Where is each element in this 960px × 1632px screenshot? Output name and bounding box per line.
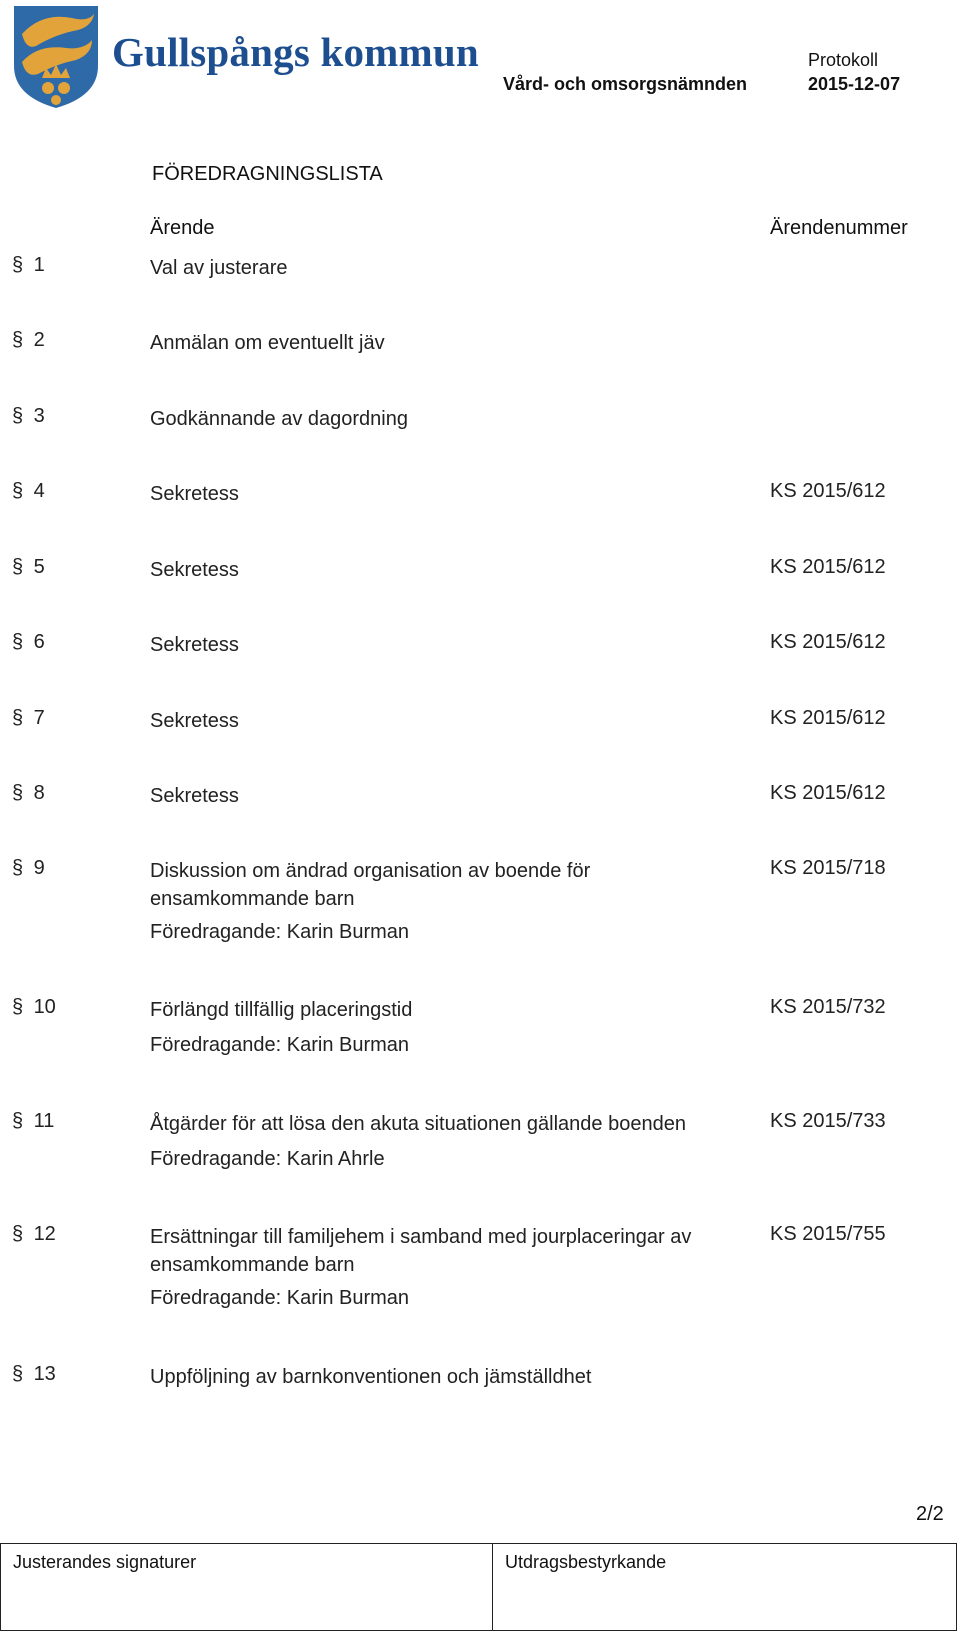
item-title: Sekretess [150, 559, 239, 581]
column-header-subject: Ärende [150, 217, 215, 239]
paragraph-number: § 5 [12, 556, 45, 578]
paragraph-number: § 3 [12, 405, 45, 427]
paragraph-number: § 6 [12, 631, 45, 653]
case-number: KS 2015/612 [770, 707, 886, 729]
coat-of-arms-logo [12, 4, 100, 110]
signatures-label: Justerandes signaturer [13, 1552, 197, 1572]
case-number: KS 2015/612 [770, 556, 886, 578]
case-number: KS 2015/612 [770, 631, 886, 653]
item-title: Sekretess [150, 634, 239, 656]
paragraph-number: § 10 [12, 996, 56, 1018]
item-title: Anmälan om eventuellt jäv [150, 332, 385, 354]
item-title: Diskussion om ändrad organisation av boende för ensamkommande barn [150, 860, 591, 910]
case-number: KS 2015/755 [770, 1223, 886, 1245]
paragraph-number: § 2 [12, 329, 45, 351]
item-title: Sekretess [150, 785, 239, 807]
extract-certification-label: Utdragsbestyrkande [505, 1552, 667, 1572]
meeting-date: 2015-12-07 [808, 74, 901, 94]
paragraph-number: § 11 [12, 1110, 55, 1132]
paragraph-number: § 13 [12, 1363, 56, 1385]
case-number: KS 2015/718 [770, 857, 886, 879]
paragraph-number: § 1 [12, 254, 45, 276]
section-title: FÖREDRAGNINGSLISTA [152, 163, 383, 185]
paragraph-number: § 4 [12, 480, 45, 502]
item-presenter: Föredragande: Karin Burman [150, 1287, 410, 1309]
item-presenter: Föredragande: Karin Burman [150, 921, 410, 943]
page-number: 2/2 [916, 1503, 944, 1525]
item-title: Sekretess [150, 483, 239, 505]
item-presenter: Föredragande: Karin Ahrle [150, 1148, 385, 1170]
case-number: KS 2015/733 [770, 1110, 886, 1132]
extract-certification-cell [493, 1544, 956, 1630]
signature-table [0, 1543, 957, 1631]
document-type: Protokoll [808, 50, 879, 70]
item-title: Godkännande av dagordning [150, 408, 408, 430]
column-header-case-number: Ärendenummer [770, 217, 908, 239]
item-title: Förlängd tillfällig placeringstid [150, 999, 413, 1021]
case-number: KS 2015/732 [770, 996, 886, 1018]
case-number: KS 2015/612 [770, 480, 886, 502]
paragraph-number: § 9 [12, 857, 45, 879]
item-title: Val av justerare [150, 257, 288, 279]
paragraph-number: § 7 [12, 707, 45, 729]
item-title: Ersättningar till familjehem i samband med jourplaceringar av ensamkommande barn [150, 1226, 692, 1276]
municipality-name: Gullspångs kommun [112, 29, 479, 75]
paragraph-number: § 8 [12, 782, 45, 804]
case-number: KS 2015/612 [770, 782, 886, 804]
item-title: Åtgärder för att lösa den akuta situationen gällande boenden [150, 1113, 686, 1135]
signatures-cell [1, 1544, 493, 1630]
item-presenter: Föredragande: Karin Burman [150, 1034, 410, 1056]
item-title: Sekretess [150, 710, 239, 732]
committee-name: Vård- och omsorgsnämnden [503, 74, 748, 94]
paragraph-number: § 12 [12, 1223, 56, 1245]
item-title: Uppföljning av barnkonventionen och jämställdhet [150, 1366, 592, 1388]
